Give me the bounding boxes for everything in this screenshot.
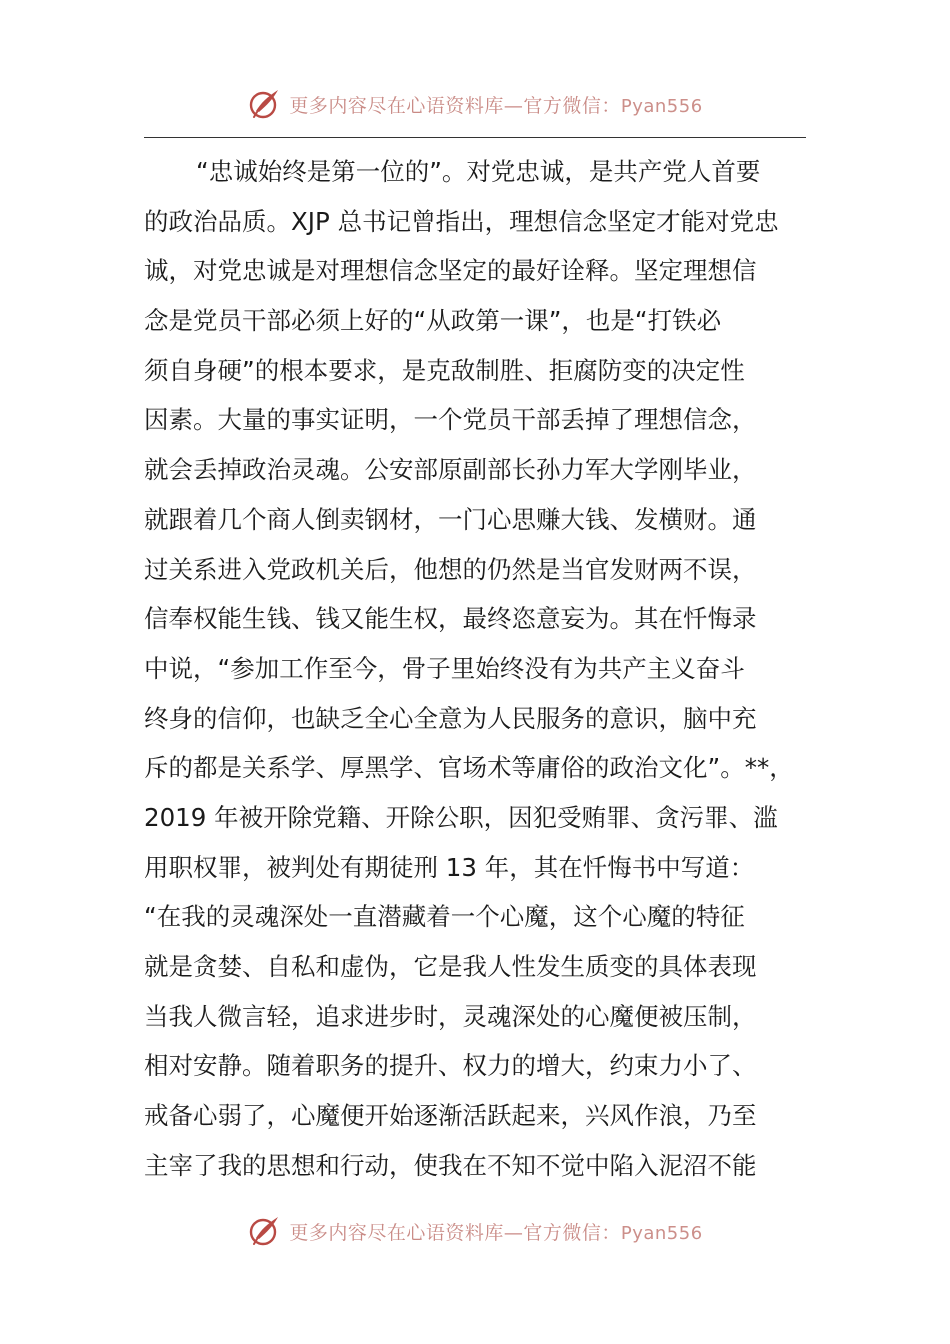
watermark-wechat-id: Pyan556 [620, 95, 703, 117]
text-line: “忠诚始终是第一位的”。对党忠诚，是共产党人首要 [196, 157, 761, 186]
footer-watermark [0, 1211, 950, 1251]
text-line: 戒备心弱了，心魔便开始逐渐活跃起来，兴风作浪，乃至 [144, 1101, 757, 1131]
quill-logo-icon [247, 1214, 281, 1248]
document-body [144, 147, 808, 1190]
text-line: 主宰了我的思想和行动，使我在不知不觉中陷入泥沼不能 [144, 1150, 757, 1180]
text-line: 2019 年被开除党籍、开除公职，因犯受贿罪、贪污罪、滥 [144, 802, 778, 832]
text-line: 相对安静。随着职务的提升、权力的增大，约束力小了、 [144, 1051, 757, 1081]
watermark-text [289, 1218, 702, 1245]
quill-logo-icon [247, 87, 281, 121]
text-line: 的政治品质。XJP 总书记曾指出，理想信念坚定才能对党忠 [144, 206, 779, 236]
text-line: 就是贪婪、自私和虚伪，它是我人性发生质变的具体表现 [144, 952, 757, 981]
text-line: 诚，对党忠诚是对理想信念坚定的最好诠释。坚定理想信 [144, 256, 757, 286]
header-watermark [0, 84, 950, 124]
watermark-text [289, 91, 702, 118]
text-line: 因素。大量的事实证明，一个党员干部丢掉了理想信念， [144, 405, 757, 435]
text-line: 须自身硬”的根本要求，是克敌制胜、拒腐防变的决定性 [144, 355, 745, 385]
text-line: 终身的信仰，也缺乏全心全意为人民服务的意识，脑中充 [144, 703, 757, 733]
watermark-text-main: 更多内容尽在心语资料库—官方微信： [289, 94, 621, 117]
text-line: “在我的灵魂深处一直潜藏着一个心魔，这个心魔的特征 [144, 902, 745, 932]
header-divider [144, 137, 806, 138]
text-line: 斥的都是关系学、厚黑学、官场术等庸俗的政治文化”。**， [144, 753, 794, 783]
text-line: 中说，“参加工作至今，骨子里始终没有为共产主义奋斗 [144, 653, 745, 683]
text-line: 过关系进入党政机关后，他想的仍然是当官发财两不误， [144, 554, 757, 584]
text-line: 当我人微言轻，追求进步时，灵魂深处的心魔便被压制， [144, 1001, 757, 1031]
text-line: 用职权罪，被判处有期徒刑 13 年，其在忏悔书中写道： [144, 852, 755, 882]
watermark-wechat-id: Pyan556 [620, 1222, 703, 1244]
text-line: 就会丢掉政治灵魂。公安部原副部长孙力军大学刚毕业， [144, 455, 757, 485]
watermark-text-main: 更多内容尽在心语资料库—官方微信： [289, 1221, 621, 1244]
text-line: 念是党员干部必须上好的“从政第一课”，也是“打铁必 [144, 306, 722, 336]
text-line: 信奉权能生钱、钱又能生权，最终恣意妄为。其在忏悔录 [144, 604, 757, 634]
text-line: 就跟着几个商人倒卖钢材，一门心思赚大钱、发横财。通 [144, 504, 757, 534]
